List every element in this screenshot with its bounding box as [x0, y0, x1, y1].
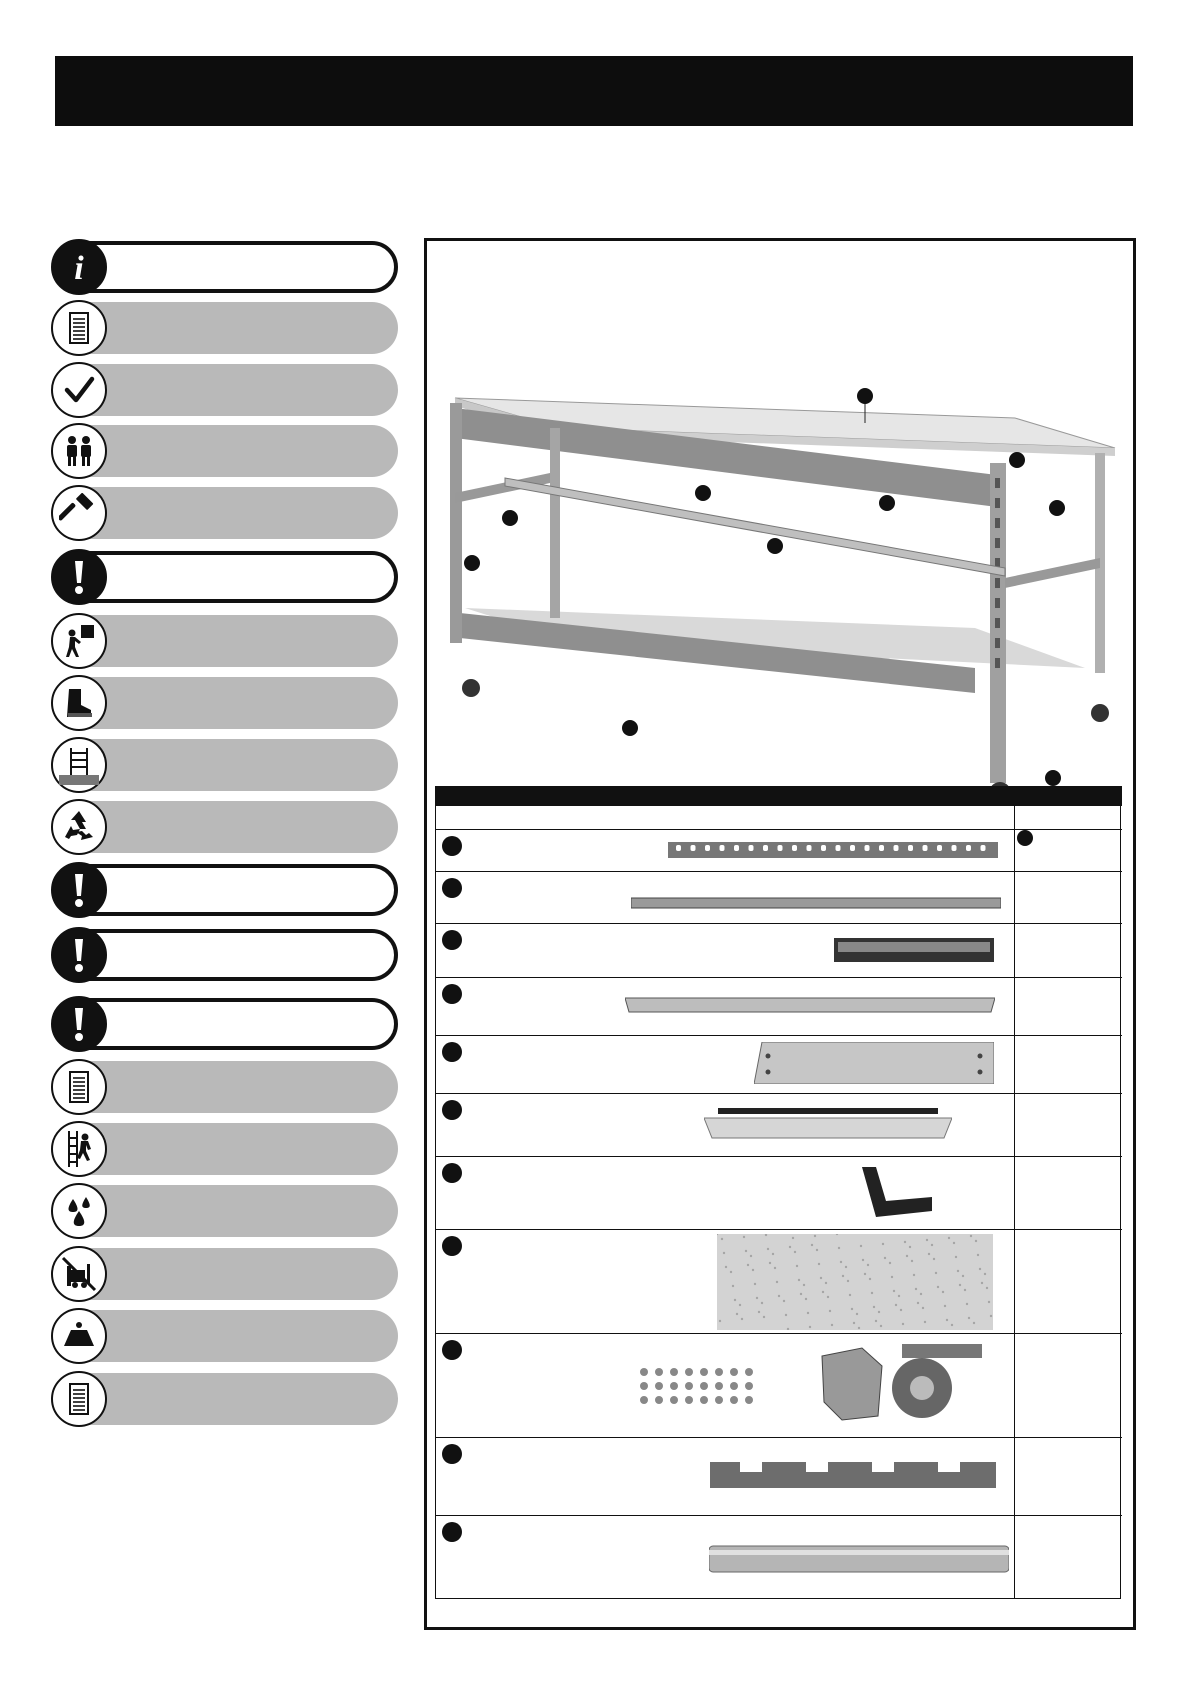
icon-row-pill: [73, 551, 398, 603]
icon-row-pill: [73, 1248, 398, 1300]
parts-table-header-bar: [436, 786, 1122, 806]
parts-table-subheader: [436, 806, 1122, 830]
parts-row: [436, 1334, 1122, 1438]
icon-row: [51, 1183, 398, 1239]
upright-front-left: [450, 403, 462, 643]
document-icon: [51, 300, 107, 356]
icon-row: [51, 1059, 398, 1115]
icon-row-pill: [73, 801, 398, 853]
recycle-icon: [51, 799, 107, 855]
icon-row: [51, 613, 398, 669]
icon-row-pill: [73, 998, 398, 1050]
parts-table: [435, 786, 1121, 1599]
icon-row: [51, 549, 398, 605]
callout-dot: [622, 720, 638, 736]
callout-dot: [1009, 452, 1025, 468]
callout-dot: [879, 495, 895, 511]
icon-row: [51, 1121, 398, 1177]
icon-row-pill: [73, 739, 398, 791]
icon-row: [51, 862, 398, 918]
icon-row: [51, 675, 398, 731]
callout-dot: [502, 510, 518, 526]
lifting-person-icon: [51, 613, 107, 669]
part-marker: [442, 1522, 462, 1542]
icon-row: [51, 1371, 398, 1427]
exclamation-icon: [51, 862, 107, 918]
exclamation-icon: [51, 996, 107, 1052]
parts-row: [436, 872, 1122, 924]
parts-row: [436, 1036, 1122, 1094]
part-marker: [442, 1340, 462, 1360]
icon-row-pill: [73, 1373, 398, 1425]
two-people-icon: [51, 423, 107, 479]
parts-row: [436, 1230, 1122, 1334]
part-image-hardware-castors: [632, 1338, 992, 1439]
hammer-icon: [51, 485, 107, 541]
part-image-short-beam: [834, 936, 994, 969]
part-marker: [442, 1236, 462, 1256]
part-marker: [442, 836, 462, 856]
icon-row: [51, 485, 398, 541]
callout-dot: [857, 388, 873, 404]
part-image-chipboard-shelf: [717, 1234, 993, 1335]
part-marker: [442, 1444, 462, 1464]
parts-row: [436, 830, 1122, 872]
callout-dot: [1049, 500, 1065, 516]
icon-row-pill: [73, 364, 398, 416]
document-icon: [51, 1371, 107, 1427]
parts-row: [436, 1438, 1122, 1516]
part-image-long-panel: [625, 994, 995, 1021]
part-image-roll-holder-bracket: [710, 1458, 996, 1499]
checkmark-icon: [51, 362, 107, 418]
parts-row: [436, 1516, 1122, 1595]
assembly-panel: [424, 238, 1136, 1630]
callout-dot: [767, 538, 783, 554]
top-banner: [55, 56, 1133, 126]
climbing-person-icon: [51, 1121, 107, 1177]
part-marker: [442, 1100, 462, 1120]
icon-row-pill: [73, 1185, 398, 1237]
exclamation-icon: [51, 927, 107, 983]
icon-row: [51, 1308, 398, 1364]
icon-row: [51, 927, 398, 983]
callout-dot: [695, 485, 711, 501]
icon-row-pill: [73, 929, 398, 981]
part-image-upright-angle: [668, 836, 998, 869]
icon-row: [51, 1246, 398, 1302]
part-marker: [442, 1042, 462, 1062]
side-bracket-right: [1005, 558, 1100, 588]
icon-row-pill: [73, 487, 398, 539]
icon-row-pill: [73, 1061, 398, 1113]
safety-boot-icon: [51, 675, 107, 731]
callout-dot: [464, 555, 480, 571]
castor-back-right: [1091, 704, 1109, 722]
icon-row-pill: [73, 302, 398, 354]
icon-row-pill: [73, 864, 398, 916]
info-icon: [51, 239, 107, 295]
part-image-corner-bracket: [856, 1163, 940, 1224]
icon-row: [51, 362, 398, 418]
parts-row: [436, 924, 1122, 978]
icon-row-pill: [73, 677, 398, 729]
part-marker: [442, 984, 462, 1004]
no-forklift-icon: [51, 1246, 107, 1302]
castor-front-left: [462, 679, 480, 697]
part-image-end-panel: [754, 1042, 994, 1089]
weight-icon: [51, 1308, 107, 1364]
callout-dot: [1045, 770, 1061, 786]
icon-row: [51, 996, 398, 1052]
part-image-long-beam: [631, 894, 1001, 919]
icon-row: [51, 799, 398, 855]
icon-row-pill: [73, 425, 398, 477]
part-marker: [442, 878, 462, 898]
part-image-roll-bar: [709, 1544, 1009, 1579]
icon-row: [51, 737, 398, 793]
icon-row-pill: [73, 1123, 398, 1175]
icon-row-pill: [73, 1310, 398, 1362]
exclamation-icon: [51, 549, 107, 605]
parts-row: [436, 1157, 1122, 1230]
icon-row-pill: [73, 615, 398, 667]
icon-row: [51, 300, 398, 356]
part-marker: [442, 930, 462, 950]
water-drops-icon: [51, 1183, 107, 1239]
part-image-channel-support: [704, 1108, 952, 1145]
icon-row: [51, 239, 398, 295]
parts-row: [436, 978, 1122, 1036]
svg-text:i: i: [74, 250, 84, 287]
document-icon: [51, 1059, 107, 1115]
parts-row: [436, 1094, 1122, 1157]
ladder-shelf-icon: [51, 737, 107, 793]
part-marker: [442, 1163, 462, 1183]
icon-row-pill: [73, 241, 398, 293]
icon-row: [51, 423, 398, 479]
upright-back-left: [550, 428, 560, 618]
